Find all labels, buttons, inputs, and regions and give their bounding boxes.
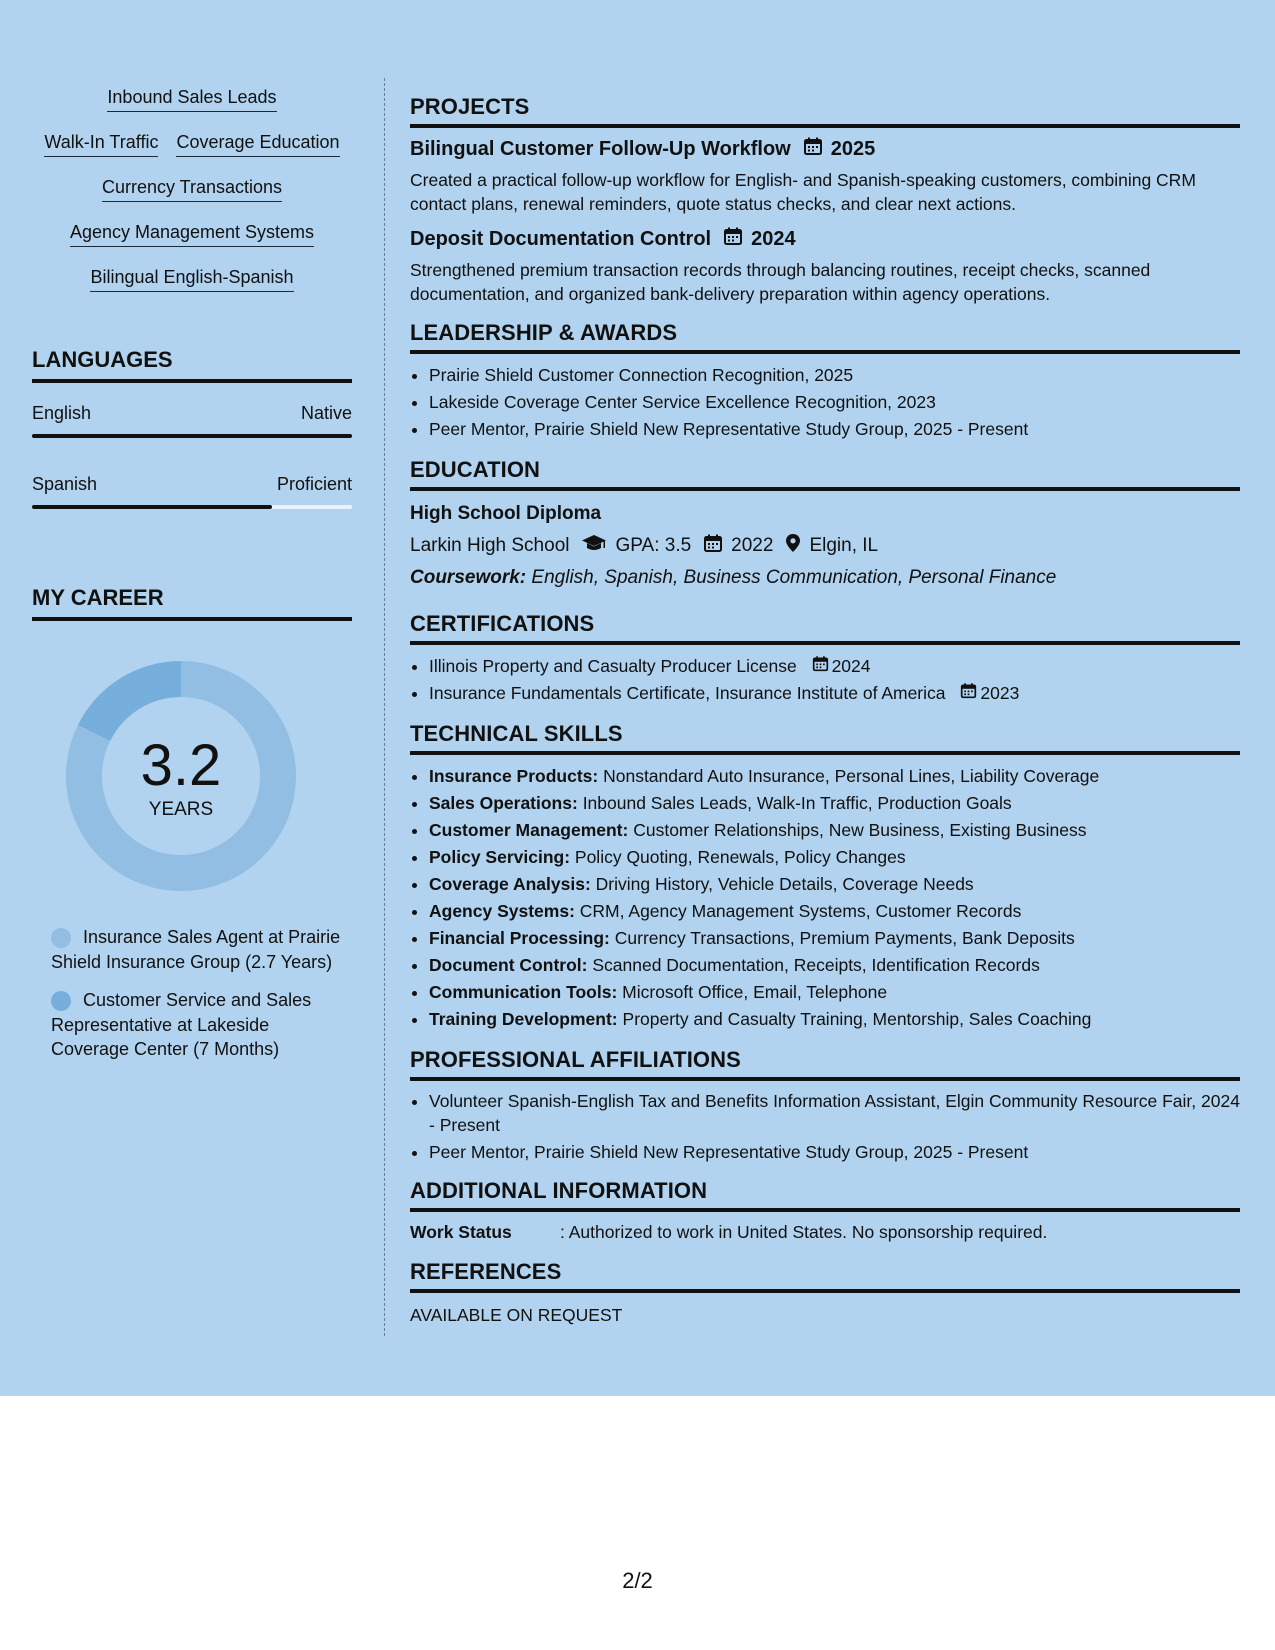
work-status-row	[410, 1222, 1240, 1243]
calendar-icon	[723, 226, 743, 252]
page-number: 2/2	[622, 1568, 653, 1593]
career-role-label: Customer Service and Sales Representative at Lakeside Coverage Center (7 Months)	[51, 990, 312, 1059]
skill-label: Insurance Products:	[429, 766, 599, 786]
affiliations-section	[410, 1047, 1240, 1164]
calendar-icon	[960, 680, 977, 707]
calendar-icon	[812, 653, 829, 680]
language-bar	[32, 505, 352, 509]
career-section	[32, 585, 352, 1062]
skill-item	[429, 898, 1240, 925]
skill-label: Financial Processing:	[429, 928, 610, 948]
project-item	[410, 226, 1240, 306]
additional-info-section	[410, 1178, 1240, 1243]
skill-label: Customer Management:	[429, 820, 629, 840]
calendar-icon	[803, 136, 823, 162]
skill-value: Property and Casualty Training, Mentorship, Sales Coaching	[622, 1009, 1092, 1029]
technical-skills-section	[410, 721, 1240, 1033]
career-role-item	[51, 925, 352, 974]
leadership-section	[410, 320, 1240, 443]
projects-section	[410, 94, 1240, 306]
language-bar-fill	[32, 434, 352, 438]
skill-value: CRM, Agency Management Systems, Customer Records	[579, 901, 1022, 921]
skill-value: Currency Transactions, Premium Payments, Bank Deposits	[614, 928, 1075, 948]
skill-tag-row	[32, 176, 352, 221]
skill-label: Communication Tools:	[429, 982, 618, 1002]
leadership-heading: LEADERSHIP & AWARDS	[410, 320, 1240, 354]
project-title: Bilingual Customer Follow-Up Workflow	[410, 137, 791, 160]
education-details	[410, 533, 1240, 559]
skill-tags	[32, 86, 352, 311]
language-level: Proficient	[276, 474, 352, 494]
career-donut-chart	[66, 661, 296, 891]
skill-tag-row	[32, 221, 352, 266]
skill-item	[429, 817, 1240, 844]
affiliations-list	[410, 1089, 1240, 1164]
right-column	[410, 94, 1240, 1340]
career-heading: MY CAREER	[32, 585, 352, 621]
skill-tag-row	[32, 266, 352, 311]
skill-value: Customer Relationships, New Business, Existing Business	[633, 820, 1087, 840]
education-year: 2022	[731, 535, 774, 556]
language-bar	[32, 434, 352, 438]
work-status-value: : Authorized to work in United States. No sponsorship required.	[560, 1222, 1048, 1242]
skill-label: Document Control:	[429, 955, 588, 975]
leadership-list	[410, 362, 1240, 443]
skill-item	[429, 790, 1240, 817]
technical-skills-heading: TECHNICAL SKILLS	[410, 721, 1240, 755]
education-location: Elgin, IL	[809, 535, 879, 556]
skill-label: Policy Servicing:	[429, 847, 571, 867]
skill-value: Inbound Sales Leads, Walk-In Traffic, Production Goals	[582, 793, 1012, 813]
career-role-item	[51, 988, 352, 1062]
skill-item	[429, 952, 1240, 979]
skill-value: Driving History, Vehicle Details, Coverage Needs	[595, 874, 974, 894]
career-role-label: Insurance Sales Agent at Prairie Shield Insurance Group (2.7 Years)	[51, 927, 341, 972]
skill-item	[429, 1006, 1240, 1033]
skill-value: Policy Quoting, Renewals, Policy Changes	[574, 847, 906, 867]
language-bar-fill	[32, 505, 272, 509]
skill-tag: Bilingual English-Spanish	[90, 266, 293, 292]
certification-item	[429, 680, 1240, 707]
references-section	[410, 1259, 1240, 1326]
career-total-unit: YEARS	[148, 799, 214, 820]
projects-heading: PROJECTS	[410, 94, 1240, 128]
skill-tag: Inbound Sales Leads	[107, 86, 276, 112]
leadership-item: • Peer Mentor, Prairie Shield New Representative Study Group, 2025 - Present	[429, 416, 1240, 443]
skill-item	[429, 763, 1240, 790]
column-divider	[384, 78, 385, 1336]
calendar-icon	[703, 533, 723, 559]
education-school: Larkin High School	[410, 535, 570, 556]
languages-heading: LANGUAGES	[32, 347, 352, 383]
left-column	[32, 86, 352, 1076]
education-section	[410, 457, 1240, 589]
certifications-heading: CERTIFICATIONS	[410, 611, 1240, 645]
project-year: 2024	[751, 227, 796, 250]
project-description: Created a practical follow-up workflow for English- and Spanish-speaking customers, combining CRM contact plans, renewal reminders, quote status checks, and clear next actions.	[410, 170, 1196, 214]
project-item	[410, 136, 1240, 216]
education-gpa: GPA: 3.5	[615, 535, 692, 556]
language-item	[32, 474, 352, 509]
language-name: English	[32, 403, 92, 423]
coursework-value: English, Spanish, Business Communication, Personal Finance	[531, 567, 1057, 588]
certifications-list	[410, 653, 1240, 707]
affiliation-item: • Peer Mentor, Prairie Shield New Representative Study Group, 2025 - Present	[429, 1140, 1240, 1164]
languages-section	[32, 347, 352, 509]
leadership-item: • Lakeside Coverage Center Service Excellence Recognition, 2023	[429, 389, 1240, 416]
additional-info-heading: ADDITIONAL INFORMATION	[410, 1178, 1240, 1212]
certification-year: 2023	[980, 683, 1020, 703]
skill-value: Microsoft Office, Email, Telephone	[622, 982, 888, 1002]
certification-name: Insurance Fundamentals Certificate, Insurance Institute of America	[429, 683, 946, 703]
work-status-label: Work Status	[410, 1222, 512, 1242]
certification-item	[429, 653, 1240, 680]
skill-tag: Walk-In Traffic	[44, 131, 158, 157]
skill-label: Sales Operations:	[429, 793, 578, 813]
skill-value: Scanned Documentation, Receipts, Identification Records	[592, 955, 1040, 975]
language-name: Spanish	[32, 474, 98, 494]
skill-item	[429, 925, 1240, 952]
skill-tag: Coverage Education	[176, 131, 339, 157]
skill-item	[429, 979, 1240, 1006]
skill-tag: Agency Management Systems	[70, 221, 314, 247]
project-year: 2025	[830, 137, 876, 160]
references-text: AVAILABLE ON REQUEST	[410, 1305, 623, 1325]
leadership-item: • Prairie Shield Customer Connection Recognition, 2025	[429, 362, 1240, 389]
skill-tag-row	[32, 86, 352, 131]
skill-label: Training Development:	[429, 1009, 618, 1029]
certification-year: 2024	[831, 656, 871, 676]
skill-label: Agency Systems:	[429, 901, 575, 921]
affiliations-heading: PROFESSIONAL AFFILIATIONS	[410, 1047, 1240, 1081]
location-pin-icon	[785, 533, 801, 559]
career-total-value: 3.2	[140, 733, 222, 798]
project-description: Strengthened premium transaction records through balancing routines, receipt checks, scanned documentation, and organized bank-delivery preparation within agency operations.	[410, 260, 1151, 304]
legend-dot-icon	[51, 991, 71, 1011]
education-degree: High School Diploma	[410, 503, 602, 524]
career-donut-label	[66, 661, 296, 891]
education-heading: EDUCATION	[410, 457, 1240, 491]
certifications-section	[410, 611, 1240, 707]
graduation-cap-icon	[581, 533, 607, 559]
affiliation-item: • Volunteer Spanish-English Tax and Benefits Information Assistant, Elgin Community Resource Fair, 2024 - Present	[429, 1089, 1240, 1137]
skill-value: Nonstandard Auto Insurance, Personal Lines, Liability Coverage	[603, 766, 1100, 786]
technical-skills-list	[410, 763, 1240, 1033]
coursework-label: Coursework:	[410, 567, 527, 588]
references-heading: REFERENCES	[410, 1259, 1240, 1293]
language-item	[32, 403, 352, 438]
project-title: Deposit Documentation Control	[410, 227, 712, 250]
skill-label: Coverage Analysis:	[429, 874, 591, 894]
certification-name: Illinois Property and Casualty Producer License	[429, 656, 797, 676]
career-roles-list	[32, 925, 352, 1062]
skill-item	[429, 844, 1240, 871]
skill-tag: Currency Transactions	[102, 176, 282, 202]
skill-item	[429, 871, 1240, 898]
skill-tag-row	[32, 131, 352, 176]
language-level: Native	[300, 403, 352, 423]
legend-dot-icon	[51, 928, 71, 948]
education-coursework	[410, 567, 1240, 589]
